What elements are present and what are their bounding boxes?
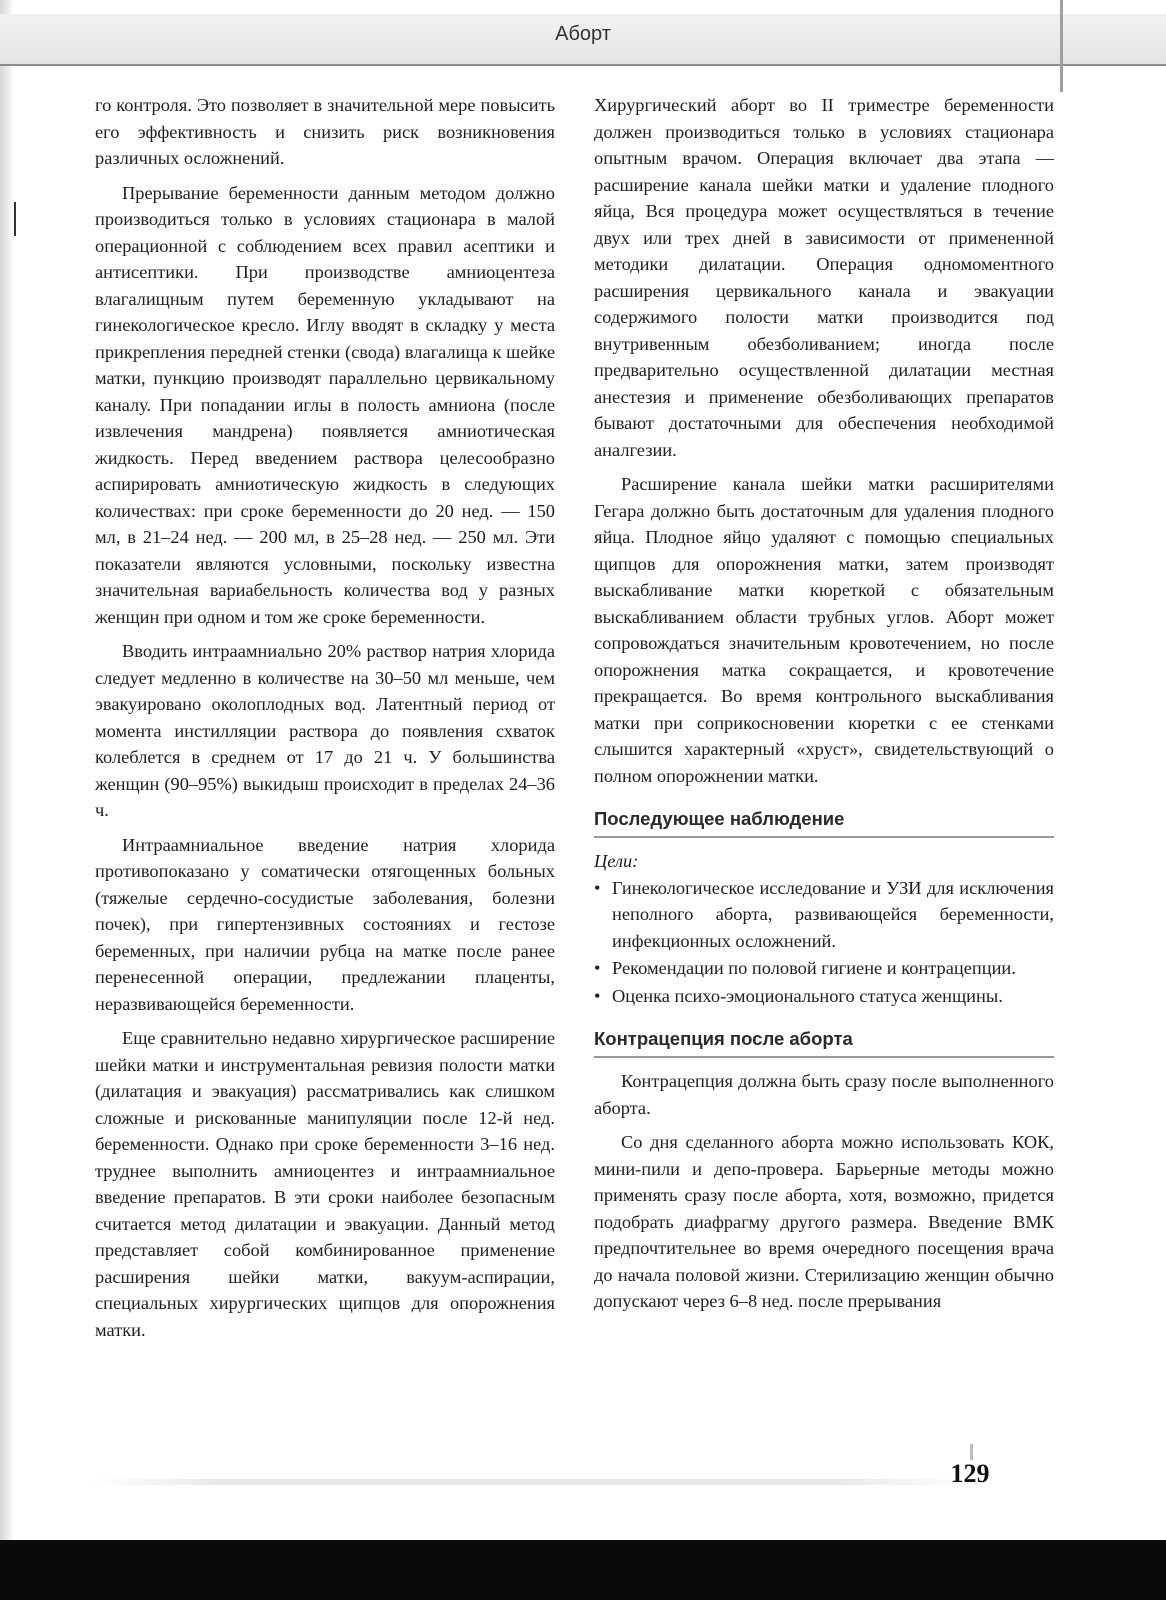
running-header-title: Аборт [555,23,611,45]
margin-mark [14,202,16,236]
paragraph: Вводить интраамниально 20% раствор натрия хлорида следует медленно в количестве на 30–50 мл меньше, чем эвакуировано околоплодных вод. Латентный период от момента инстилляции раствора до появления схваток колеблется в среднем от 17 до 21 ч. У большинства женщин (90–95%) выкидыш происходит в пределах 24–36 ч. [95,641,555,820]
paragraph: Еще сравнительно недавно хирургическое расширение шейки матки и инструментальная ревизия полости матки (дилатация и эвакуация) рассматривались как слишком сложные и рискованные манипуляции после 12-й нед. беременности. Однако при сроке беременности 3–16 нед. труднее выполнить амниоцентез и интраамниальное введение препаратов. В эти сроки наиболее безопасным считается метод дилатации и эвакуации. Данный метод представляет собой комбинированное применение расширения шейки матки, вакуум-аспирации, специальных хирургических щипцов для опорожнения матки. [95,1028,555,1340]
page-edge-mark [1060,0,1063,92]
right-column [594,92,1054,1323]
paragraph: Расширение канала шейки матки расширителями Гегара должно быть достаточным для удаления плодного яйца. Плодное яйцо удаляют с помощью специальных щипцов для опорожнения матки, затем производят выскабливание матки кюреткой с обязательным выскабливанием области трубных углов. Аборт может сопровождаться значительным кровотечением, но после опорожнения матка сокращается, и кровотечение прекращается. Во время контрольного выскабливания матки при соприкосновении кюретки с ее стенками слышится характерный «хруст», свидетельствующий о полном опорожнении матки. [594,474,1054,786]
bullet-icon: • [594,958,601,978]
paragraph: го контроля. Это позволяет в значительной мере повысить его эффективность и снизить риск возникновения различных осложнений. [95,95,555,168]
left-column [95,92,555,1351]
section-heading-contraception: Контрацепция после аборта [594,1027,1054,1058]
goals-list [594,875,1054,1010]
header-rule [0,64,1166,66]
paragraph: Контрацепция должна быть сразу после выполненного аборта. [594,1071,1054,1118]
paragraph: Интраамниальное введение натрия хлорида противопоказано у соматически отягощенных больных (тяжелые сердечно-сосудистые заболевания, болезни почек), при гипертензивных состояниях и гестозе беременных, при наличии рубца на матке после ранее перенесенной операции, предлежании плаценты, неразвивающейся беременности. [95,834,555,1014]
list-item [594,955,1054,982]
page-number: 129 [950,1459,990,1488]
page-gutter-shadow [0,0,14,1540]
list-item [594,983,1054,1010]
footer-mark [970,1444,973,1460]
goals-label: Цели: [594,851,639,871]
list-item-text: Оценка психо-эмоционального статуса женщины. [612,985,1003,1006]
footer-rule [90,1479,970,1485]
paragraph: Прерывание беременности данным методом должно производиться только в условиях стационара в малой операционной с соблюдением всех правил асептики и антисептики. При производстве амниоцентеза влагалищным путем беременную укладывают на гинекологическое кресло. Иглу вводят в складку у места прикрепления передней стенки (свода) влагалища к шейке матки, пункцию производят параллельно цервикальному каналу. При попадании иглы в полость амниона (после извлечения мандрена) появляется амниотическая жидкость. Перед введением раствора целесообразно аспирировать амниотическую жидкость в следующих количествах: при сроке беременности до 20 нед. — 150 мл, в 21–24 нед. — 200 мл, в 25–28 нед. — 250 мл. Эти показатели являются условными, поскольку известна значительная вариабельность количества вод у разных женщин при одном и том же сроке беременности. [95,182,555,627]
list-item-text: Рекомендации по половой гигиене и контрацепции. [612,958,1016,978]
bullet-icon: • [594,877,601,898]
paragraph: Со дня сделанного аборта можно использовать КОК, мини-пили и депо-провера. Барьерные методы можно применять сразу после аборта, хотя, возможно, придется подобрать диафрагму другого размера. Введение ВМК предпочтительнее во время очередного посещения врача до начала половой жизни. Стерилизацию женщин обычно допускают через 6–8 нед. после прерывания [594,1132,1054,1311]
list-item-text: Гинекологическое исследование и УЗИ для исключения неполного аборта, развивающейся беременности, инфекционных осложнений. [612,877,1054,951]
paragraph: Хирургический аборт во II триместре беременности должен производиться только в условиях стационара опытным врачом. Операция включает два этапа — расширение канала шейки матки и удаление плодного яйца, Вся процедура может осуществляться в течение двух или трех дней в зависимости от примененной методики дилатации. Операция одномоментного расширения цервикального канала и эвакуации содержимого полости матки производится под внутривенным обезболиванием; иногда после предварительно осуществленной дилатации местная анестезия и применение обезболивающих препаратов бывают достаточными для обеспечения необходимой аналгезии. [594,95,1054,460]
list-item [594,875,1054,955]
bullet-icon: • [594,985,601,1006]
scan-bottom-band [0,1540,1166,1600]
section-heading-followup: Последующее наблюдение [594,807,1054,838]
